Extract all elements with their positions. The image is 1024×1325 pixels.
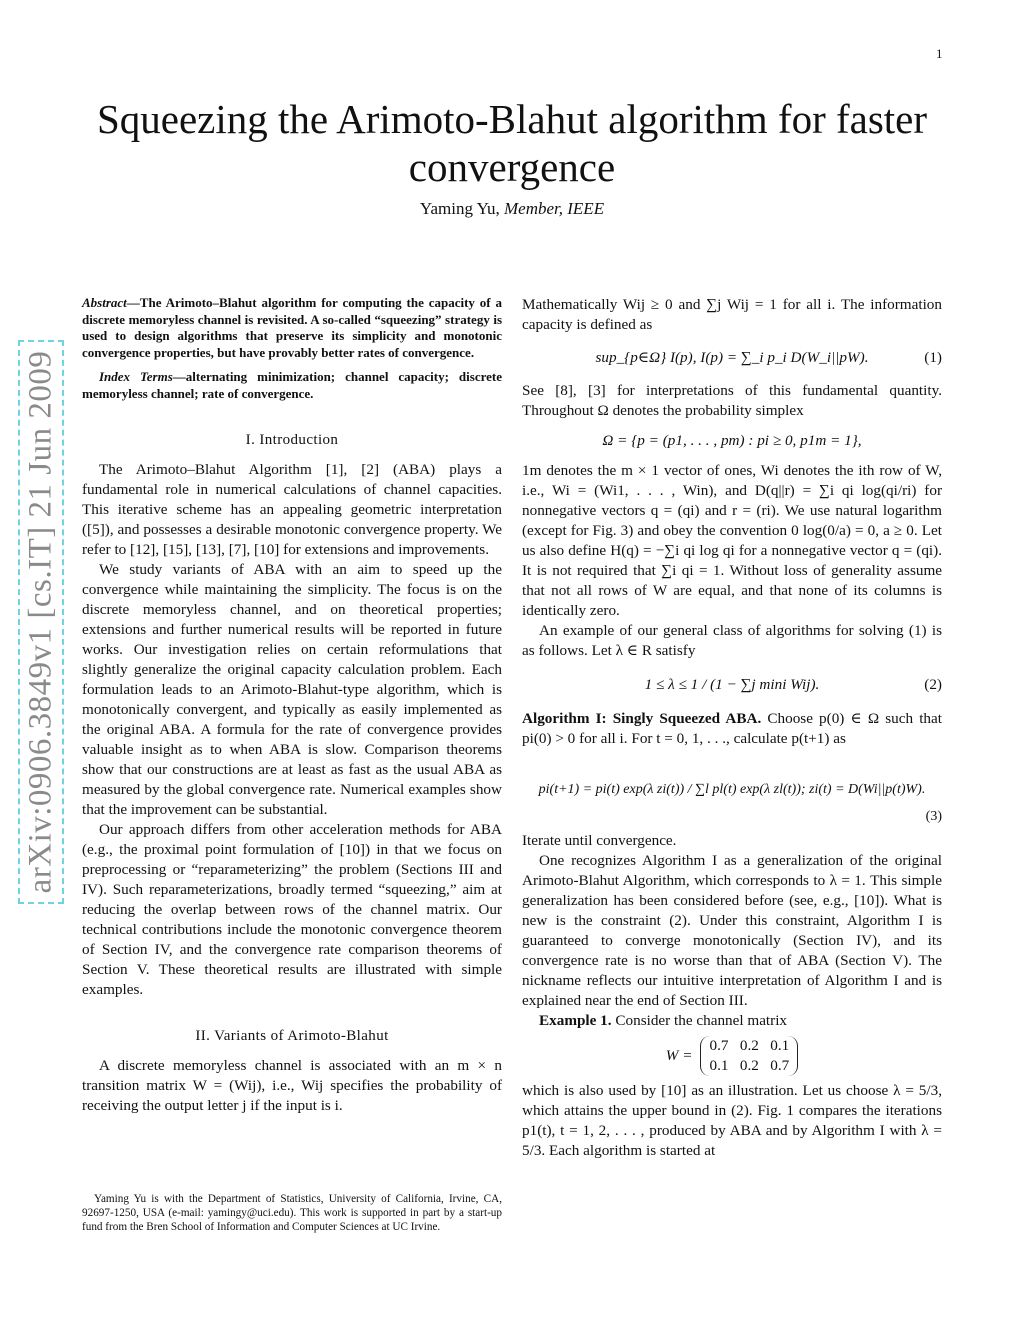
matrix-row-1: 0.7 0.2 0.1 — [709, 1037, 790, 1054]
matrix-body — [700, 1036, 798, 1076]
example-1-title: Example 1. — [539, 1012, 612, 1029]
equation-1-number: (1) — [924, 349, 942, 366]
left-column — [82, 295, 502, 1116]
channel-matrix — [522, 1031, 942, 1081]
author-name: Yaming Yu, — [419, 199, 500, 218]
intro-paragraph-2: We study variants of ABA with an aim to speed up the convergence while maintaining the simplicity. The focus is on the discrete memoryless channel, and on theoretical properties; extensions and further numerical results will be reported in future works. Our investigation relies on certain reformulations that slightly generalize the original capacity calculation problem. Each formulation leads to an Arimoto-Blahut-type algorithm, which is monotonically convergent, and typically as easily implemented as the original ABA. A formula for the rate of convergence provides valuable insight as to when ABA is slow. Comparison theorems show that our constructions are at least as fast as the usual ABA as measured by the global convergence rate. Numerical examples show that the improvement can be substantial. — [82, 561, 502, 818]
equation-1 — [522, 335, 942, 381]
equation-2-body: 1 ≤ λ ≤ 1 / (1 − ∑j mini Wij). — [644, 676, 820, 693]
equation-3-number: (3) — [925, 809, 942, 824]
footnote-text: Yaming Yu is with the Department of Statistics, University of California, Irvine, CA, 92697-1250, USA (e-mail: yamingy@uci.edu). This work is supported in part by a start-up fund from the Bren School of Information and Computer Sciences at UC Irvine. — [82, 1193, 502, 1233]
example-continuation: which is also used by [10] as an illustration. Let us choose λ = 5/3, which attains the upper bound in (2). Fig. 1 compares the iterations p1(t), t = 1, 2, . . . , produced by ABA and by Algorithm I with λ = 5/3. Each algorithm is started at — [522, 1082, 942, 1159]
equation-3-body: pi(t+1) = pi(t) exp(λ zi(t)) / ∑l pl(t) exp(λ zl(t)); zi(t) = D(Wi||p(t)W). — [538, 782, 926, 797]
equation-1-body: sup_{p∈Ω} I(p), I(p) = ∑_i p_i D(W_i||pW). — [595, 349, 869, 366]
simplex-intro: See [8], [3] for interpretations of this fundamental quantity. Throughout Ω denotes the probability simplex — [522, 382, 942, 419]
algorithm-discussion: One recognizes Algorithm I as a generalization of the original Arimoto-Blahut Algorithm, which corresponds to λ = 1. This simple generalization has been considered before (see, e.g., [10]). What is new is the constraint (2). Under this constraint, Algorithm I is guaranteed to converge monotonically (Section IV), and its convergence rate is no worse than that of ABA (Section V). The nickname reflects our intuitive interpretation of Algorithm I and is explained near the end of Section III. — [522, 852, 942, 1009]
author-role: Member, IEEE — [504, 199, 605, 218]
simplex-equation-body: Ω = {p = (p1, . . . , pm) : pi ≥ 0, p1m = 1}, — [602, 432, 862, 449]
index-terms-label: Index Terms — [99, 369, 173, 384]
paper-title: Squeezing the Arimoto-Blahut algorithm for faster convergence — [96, 96, 928, 190]
algorithm-1 — [522, 709, 942, 749]
example-1 — [522, 1011, 942, 1031]
section-2-heading: II. Variants of Arimoto-Blahut — [195, 1028, 389, 1044]
matrix-row-2: 0.1 0.2 0.7 — [709, 1057, 790, 1074]
arxiv-stamp[interactable] — [18, 340, 64, 904]
right-column — [522, 295, 942, 1161]
capacity-definition: Mathematically Wij ≥ 0 and ∑j Wij = 1 for all i. The information capacity is defined as — [522, 296, 942, 333]
page-number: 1 — [936, 46, 943, 61]
iterate-line: Iterate until convergence. — [522, 832, 677, 849]
intro-paragraph-3: Our approach differs from other acceleration methods for ABA (e.g., the proximal point formulation of [10]) in that we focus on preprocessing or “reparameterizing” the problem (Sections III and IV). Such reparameterizations, broadly termed “squeezing,” aim at reducing the overlap between rows of the channel matrix. Our technical contributions include the monotonic convergence theorem of Section IV, and the convergence rate comparison theorems of Section V. These theoretical results are illustrated with simple examples. — [82, 821, 502, 998]
equation-3 — [522, 749, 942, 831]
intro-paragraph-1: The Arimoto–Blahut Algorithm [1], [2] (ABA) plays a fundamental role in numerical calculations of channel capacities. This iterative scheme has an appealing geometric interpretation ([5]), and possesses a desirable monotonic convergence property. We refer to [12], [15], [13], [7], [10] for extensions and improvements. — [82, 461, 502, 558]
equation-2 — [522, 661, 942, 709]
abstract — [82, 295, 502, 361]
algorithm-intro: An example of our general class of algorithms for solving (1) is as follows. Let λ ∈ R satisfy — [522, 622, 942, 659]
notation-paragraph: 1m denotes the m × 1 vector of ones, Wi denotes the ith row of W, i.e., Wi = (Wi1, . . . , Win), and D(q||r) = ∑i qi log(qi/ri) for nonnegative vectors q = (qi) and r = (ri). We use natural logarithm (except for Fig. 3) and obey the convention 0 log(0/a) = 0, a ≥ 0. Let us also define H(q) = −∑i qi log qi for a nonnegative vector q = (qi). It is not required that ∑i qi = 1. Without loss of generality assume that not all rows of W are equal, and that none of its columns is identically zero. — [522, 462, 942, 619]
example-1-text: Consider the channel matrix — [615, 1012, 788, 1029]
abstract-label: Abstract — [82, 295, 127, 310]
equation-2-number: (2) — [924, 676, 942, 693]
author-line — [0, 199, 1024, 219]
matrix-label: W = — [665, 1047, 693, 1064]
index-terms-text: —alternating minimization; channel capacity; discrete memoryless channel; rate of convergence. — [82, 369, 502, 401]
footnote — [82, 1192, 502, 1234]
simplex-equation — [522, 421, 942, 461]
algorithm-1-title: Algorithm I: Singly Squeezed ABA. — [522, 710, 762, 727]
algorithm-1-text: Choose p(0) ∈ Ω such that pi(0) > 0 for all i. For t = 0, 1, . . ., calculate p(t+1) as — [522, 710, 942, 747]
sec2-paragraph-1: A discrete memoryless channel is associated with an m × n transition matrix W = (Wij), i.e., Wij specifies the probability of receiving the output letter j if the input is i. — [82, 1057, 502, 1114]
section-1-heading: I. Introduction — [245, 432, 339, 448]
abstract-text: —The Arimoto–Blahut algorithm for computing the capacity of a discrete memoryless channel is revisited. A so-called “squeezing” strategy is used to design algorithms that preserve its simplicity and monotonic convergence properties, but have provably better rates of convergence. — [82, 295, 502, 360]
arxiv-id: arXiv:0906.3849v1 [cs.IT] 21 Jun 2009 — [22, 350, 59, 894]
index-terms — [82, 369, 502, 402]
